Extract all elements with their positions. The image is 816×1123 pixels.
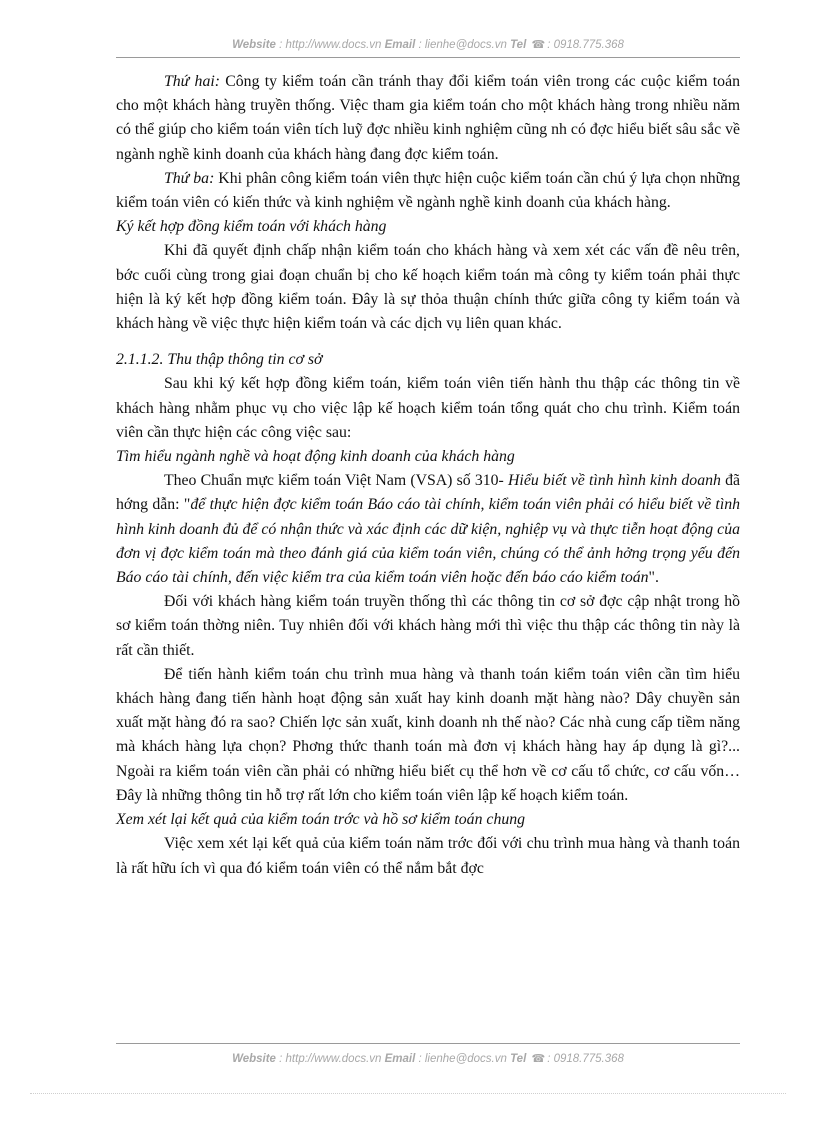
header-tel-label: Tel <box>510 39 527 51</box>
paragraph-thu-hai-label: Thứ hai: <box>164 73 220 90</box>
vsa-quote-end: ". <box>648 569 659 587</box>
heading-tim-hieu-nganh-nghe: Tìm hiểu ngành nghề và hoạt động kinh doanh của khách hàng <box>116 448 515 466</box>
paragraph-thu-hai-text: Công ty kiểm toán cần tránh thay đổi kiểm toán viên trong các cuộc kiểm toán cho một khách hàng truyền thống. Việc tham gia kiểm toán cho một khách hàng trong nhiều năm có thể giúp cho kiểm toán viên tích luỹ đợc nhiều kinh nghiệm cũng nh có đợc hiểu biết sâu sắc về ngành nghề kinh doanh của khách hàng đang đợc kiểm toán. <box>116 73 740 163</box>
phone-icon: ☎ <box>531 1053 546 1065</box>
header-tel-value: : 0918.775.368 <box>547 39 624 51</box>
paragraph-xem-xet-lai: Việc xem xét lại kết quả của kiểm toán năm trớc đối với chu trình mua hàng và thanh toán là rất hữu ích vì qua đó kiểm toán viên có thể nắm bắt đợc <box>116 835 740 877</box>
heading-ky-ket-hop-dong: Ký kết hợp đồng kiểm toán với khách hàng <box>116 218 387 236</box>
header-website-value: : http://www.docs.vn <box>275 39 385 51</box>
paragraph-ky-ket: Khi đã quyết định chấp nhận kiểm toán cho khách hàng và xem xét các vấn đề nêu trên, bớc cuối cùng trong giai đoạn chuẩn bị cho kế hoạch kiểm toán mà công ty kiểm toán phải thực hiện là ký kết hợp đồng kiểm toán. Đây là sự thỏa thuận chính thức giữa công ty kiểm toán và khách hàng về việc thực hiện kiểm toán và các dịch vụ liên quan khác. <box>116 242 740 333</box>
footer-tel-label: Tel <box>510 1053 527 1065</box>
vsa-title: Hiểu biết về tình hình kinh doanh <box>508 472 721 490</box>
header-website-label: Website <box>232 39 276 51</box>
page-header <box>116 35 740 55</box>
vsa-intro: Theo Chuẩn mực kiểm toán Việt Nam (VSA) số 310- <box>164 472 509 490</box>
footer-website-value: : http://www.docs.vn <box>275 1053 385 1065</box>
page-bottom-divider <box>30 1093 786 1094</box>
footer-rule <box>116 1043 740 1044</box>
vsa-guidance: đã hớng dẫn: " <box>116 472 741 514</box>
phone-icon: ☎ <box>531 39 546 51</box>
paragraph-thu-ba-label: Thứ ba: <box>164 169 215 187</box>
header-email-value: : lienhe@docs.vn <box>415 39 511 51</box>
footer-email-label: Email <box>384 1053 416 1065</box>
document-body <box>116 70 740 881</box>
paragraph-thu-ba <box>116 167 740 215</box>
paragraph-tien-hanh-kiem-toan: Để tiến hành kiểm toán chu trình mua hàng và thanh toán kiểm toán viên cần tìm hiểu khách hàng đang tiến hành hoạt động sản xuất hay kinh doanh mặt hàng nào? Dây chuyền sản xuất mặt hàng đó ra sao? Chiến lợc sản xuất, kinh doanh nh thế nào? Các nhà cung cấp tiềm năng mà khách hàng lựa chọn? Phơng thức thanh toán mà đơn vị khách hàng hay áp dụng là gì?... Ngoài ra kiểm toán viên cần phải có những hiểu biết cụ thể hơn về cơ cấu tổ chức, cơ cấu vốn… Đây là những thông tin hỗ trợ rất lớn cho kiểm toán viên lập kế hoạch kiểm toán. <box>116 665 740 804</box>
footer-website-label: Website <box>232 1053 276 1065</box>
footer-email-value: : lienhe@docs.vn <box>415 1053 511 1065</box>
header-email-label: Email <box>384 39 416 51</box>
header-rule <box>116 57 740 58</box>
paragraph-vsa-310 <box>116 469 740 590</box>
footer-tel-value: : 0918.775.368 <box>547 1053 624 1065</box>
page-footer <box>116 1049 740 1069</box>
paragraph-khach-hang-truyen-thong: Đối với khách hàng kiểm toán truyền thống thì các thông tin cơ sở đợc cập nhật trong hồ sơ kiểm toán thờng niên. Tuy nhiên đối với khách hàng mới thì việc thu thập các thông tin này là rất cần thiết. <box>116 593 740 659</box>
paragraph-thu-ba-text: Khi phân công kiểm toán viên thực hiện cuộc kiểm toán cần chú ý lựa chọn những kiểm toán viên có kiến thức và kinh nghiệm về ngành nghề kinh doanh của khách hàng. <box>116 169 740 212</box>
paragraph-thu-thap: Sau khi ký kết hợp đồng kiểm toán, kiểm toán viên tiến hành thu thập các thông tin về khách hàng nhằm phục vụ cho việc lập kế hoạch kiểm toán tổng quát cho chu trình. Kiểm toán viên cần thực hiện các công việc sau: <box>116 375 740 441</box>
paragraph-thu-hai <box>116 70 740 167</box>
section-heading-2-1-1-2: 2.1.1.2. Thu thập thông tin cơ sở <box>116 351 323 369</box>
vsa-quote: để thực hiện đợc kiểm toán Báo cáo tài chính, kiểm toán viên phải có hiểu biết về tình hình kinh doanh đủ để có nhận thức và xác định các dữ kiện, nghiệp vụ và thực tiễn hoạt động của đơn vị đợc kiểm toán mà theo đánh giá của kiểm toán viên, chúng có thể ảnh hởng trọng yếu đến Báo cáo tài chính, đến việc kiểm tra của kiểm toán viên hoặc đến báo cáo kiểm toán <box>116 496 740 587</box>
heading-xem-xet-lai: Xem xét lại kết quả của kiểm toán trớc và hồ sơ kiểm toán chung <box>116 811 526 829</box>
